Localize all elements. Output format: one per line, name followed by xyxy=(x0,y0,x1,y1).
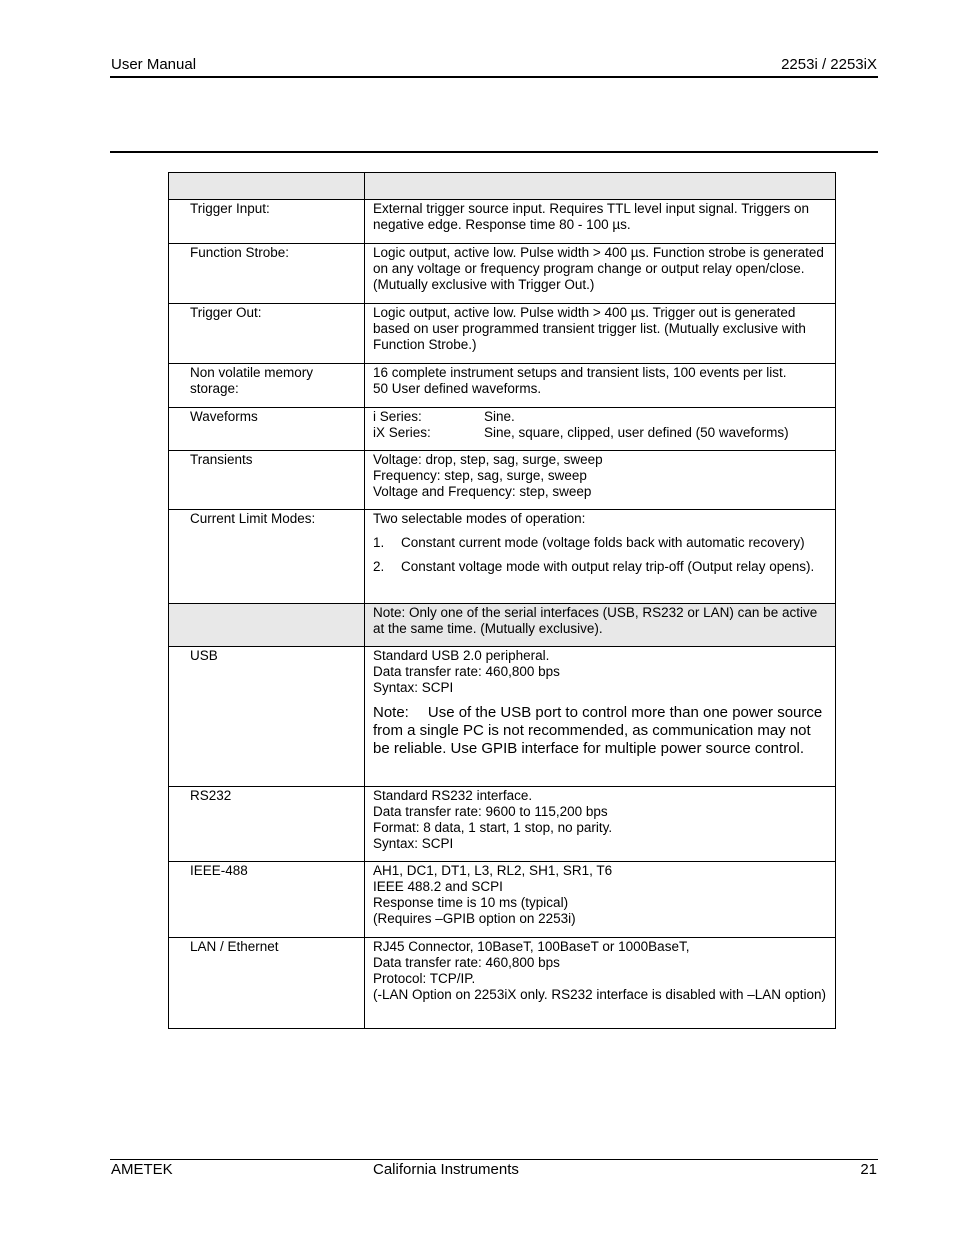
footer-rule xyxy=(110,1159,878,1160)
header-rule xyxy=(110,76,878,78)
table-row xyxy=(169,787,836,862)
value-line: Protocol: TCP/IP. xyxy=(373,971,476,986)
table-row xyxy=(169,364,836,408)
value-line: Standard RS232 interface. xyxy=(373,788,533,803)
waveform-line xyxy=(373,409,829,425)
value-line: (-LAN Option on 2253iX only. RS232 interface is disabled with –LAN option) xyxy=(373,987,827,1002)
row-label xyxy=(169,604,365,647)
value-line: Voltage: drop, step, sag, surge, sweep xyxy=(373,452,603,467)
usb-note xyxy=(373,704,829,758)
value-line: Format: 8 data, 1 start, 1 stop, no parity. xyxy=(373,820,613,835)
value-line: Syntax: SCPI xyxy=(373,836,454,851)
value-line: RJ45 Connector, 10BaseT, 100BaseT or 1000BaseT, xyxy=(373,939,690,954)
row-label: Waveforms xyxy=(169,408,365,451)
header-title: User Manual xyxy=(111,56,197,73)
spec-table xyxy=(168,172,836,1029)
row-label: Trigger Out: xyxy=(169,304,365,364)
footer-company: AMETEK xyxy=(111,1161,173,1178)
value-line: Standard USB 2.0 peripheral. xyxy=(373,648,550,663)
waveform-series: iX Series: xyxy=(373,425,431,440)
value-line: 16 complete instrument setups and transient lists, 100 events per list. xyxy=(373,365,787,380)
section-rule xyxy=(110,151,878,153)
row-value: External trigger source input. Requires TTL level input signal. Triggers on negative edge. Response time 80 - 100 µs. xyxy=(365,200,836,244)
list-number: 2. xyxy=(373,559,385,574)
row-value xyxy=(365,510,836,604)
value-line: Data transfer rate: 460,800 bps xyxy=(373,664,560,679)
row-label: IEEE-488 xyxy=(169,862,365,938)
row-value xyxy=(365,408,836,451)
table-row xyxy=(169,408,836,451)
serial-note: Note: Only one of the serial interfaces (USB, RS232 or LAN) can be active at the same time. (Mutually exclusive). xyxy=(365,604,836,647)
table-row xyxy=(169,647,836,787)
list-number: 1. xyxy=(373,535,385,550)
row-value xyxy=(365,364,836,408)
value-line: Response time is 10 ms (typical) xyxy=(373,895,569,910)
note-prefix: Note: xyxy=(373,704,409,721)
row-label: Non volatile memory storage: xyxy=(169,364,365,408)
note-text: Use of the USB port to control more than one power source from a single PC is not recommended, as communication may not be reliable. Use GPIB interface for multiple power source control. xyxy=(373,704,823,757)
table-header-row xyxy=(169,173,836,200)
value-line: IEEE 488.2 and SCPI xyxy=(373,879,503,894)
row-value xyxy=(365,787,836,862)
table-row xyxy=(169,304,836,364)
row-value xyxy=(365,938,836,1029)
waveform-types: Sine. xyxy=(484,409,515,424)
table-header-cell xyxy=(169,173,365,200)
table-row xyxy=(169,244,836,304)
value-line: 50 User defined waveforms. xyxy=(373,381,542,396)
table-row xyxy=(169,938,836,1029)
row-label: LAN / Ethernet xyxy=(169,938,365,1029)
row-value xyxy=(365,647,836,787)
value-line: Data transfer rate: 460,800 bps xyxy=(373,955,560,970)
modes-list xyxy=(373,535,829,575)
row-label: Trigger Input: xyxy=(169,200,365,244)
value-line: AH1, DC1, DT1, L3, RL2, SH1, SR1, T6 xyxy=(373,863,613,878)
row-label: Transients xyxy=(169,451,365,510)
list-item xyxy=(373,535,829,551)
row-value xyxy=(365,451,836,510)
waveform-types: Sine, square, clipped, user defined (50 waveforms) xyxy=(484,425,789,440)
table-row xyxy=(169,200,836,244)
table-row xyxy=(169,451,836,510)
value-line: Data transfer rate: 9600 to 115,200 bps xyxy=(373,804,608,819)
row-label: Function Strobe: xyxy=(169,244,365,304)
row-value: Logic output, active low. Pulse width > 400 µs. Trigger out is generated based on user programmed transient trigger list. (Mutually exclusive with Function Strobe.) xyxy=(365,304,836,364)
value-line: Frequency: step, sag, surge, sweep xyxy=(373,468,587,483)
header-model: 2253i / 2253iX xyxy=(781,56,877,73)
list-text: Constant voltage mode with output relay trip-off (Output relay opens). xyxy=(401,559,815,574)
footer-division: California Instruments xyxy=(373,1161,519,1178)
table-header-cell xyxy=(365,173,836,200)
value-line: Two selectable modes of operation: xyxy=(373,511,586,526)
row-label: RS232 xyxy=(169,787,365,862)
table-row xyxy=(169,510,836,604)
row-value: Logic output, active low. Pulse width > 400 µs. Function strobe is generated on any voltage or frequency program change or output relay open/close. (Mutually exclusive with Trigger Out.) xyxy=(365,244,836,304)
row-label: Current Limit Modes: xyxy=(169,510,365,604)
value-line: Voltage and Frequency: step, sweep xyxy=(373,484,592,499)
waveform-series: i Series: xyxy=(373,409,422,424)
value-line: (Requires –GPIB option on 2253i) xyxy=(373,911,576,926)
row-value xyxy=(365,862,836,938)
waveform-line xyxy=(373,425,829,441)
table-row xyxy=(169,862,836,938)
row-label: USB xyxy=(169,647,365,787)
table-row-serial-note xyxy=(169,604,836,647)
list-text: Constant current mode (voltage folds back with automatic recovery) xyxy=(401,535,805,550)
page-number: 21 xyxy=(860,1161,877,1178)
list-item xyxy=(373,559,829,575)
value-line: Syntax: SCPI xyxy=(373,680,454,695)
